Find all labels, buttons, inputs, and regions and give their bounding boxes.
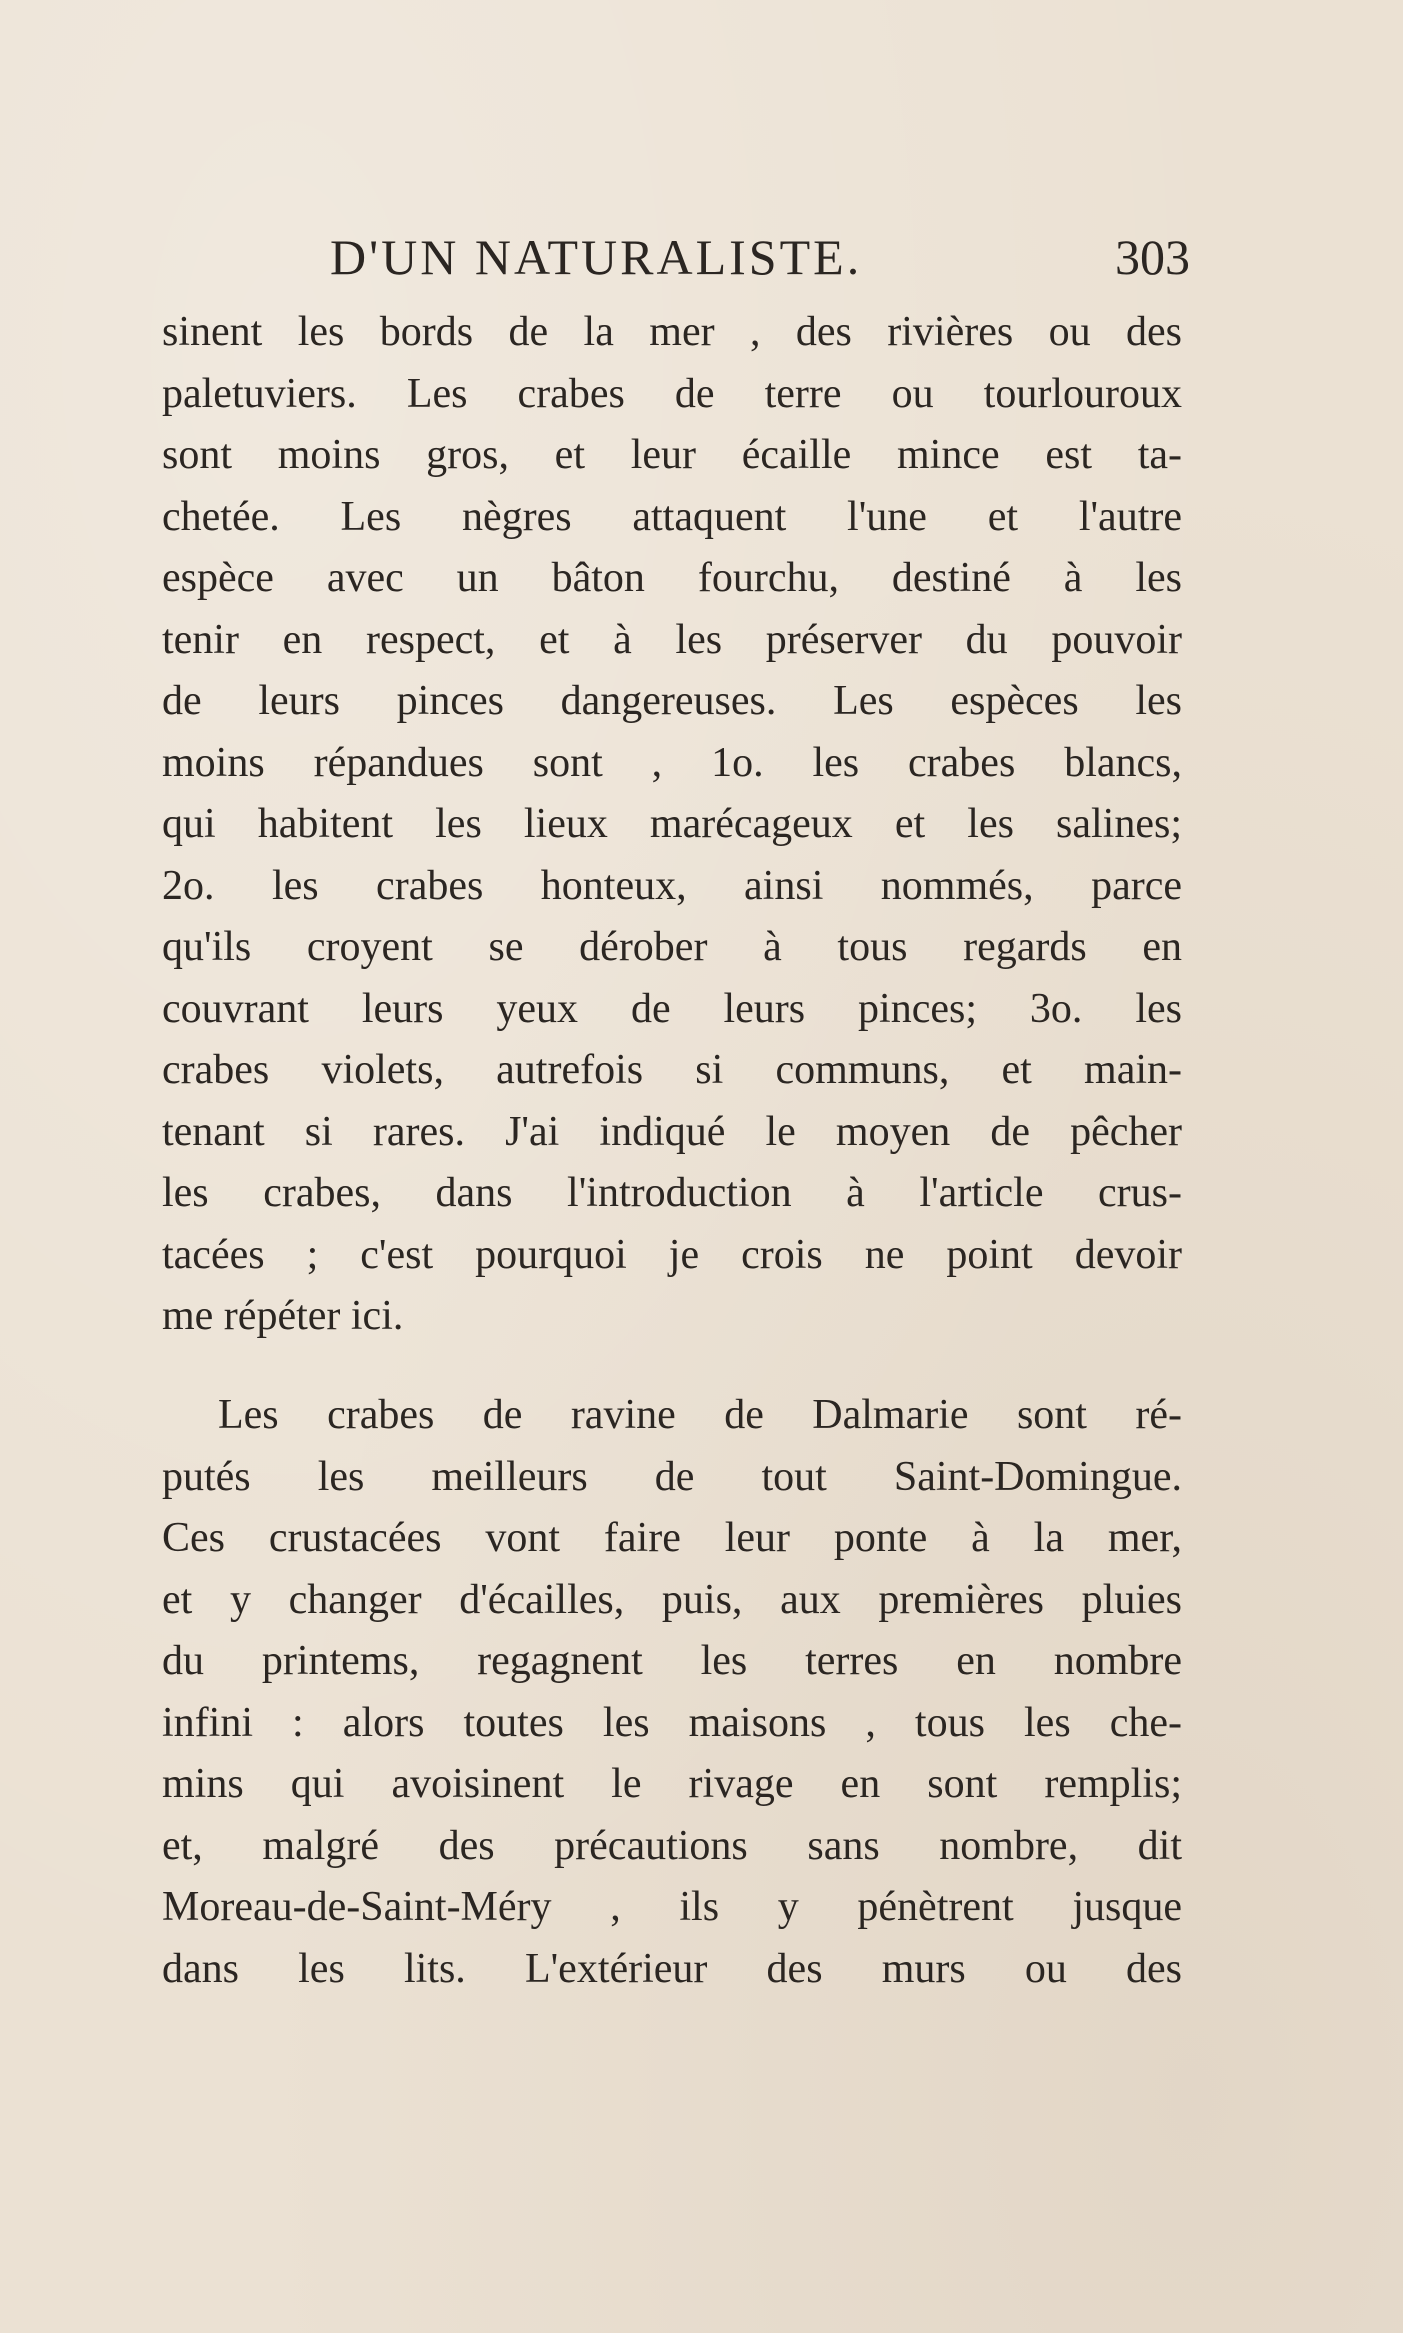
text-line: et, malgré des précautions sans nombre, dit xyxy=(162,1822,1182,1869)
text-line: crabes violets, autrefois si communs, et main- xyxy=(162,1047,1182,1093)
text-line: Moreau-de-Saint-Méry , ils y pénètrent jusque xyxy=(162,1884,1182,1930)
text-line: paletuviers. Les crabes de terre ou tourlouroux xyxy=(162,370,1182,417)
text-line: Les crabes de ravine de Dalmarie sont ré- xyxy=(218,1392,1182,1438)
page-number: 303 xyxy=(1115,229,1190,285)
text-line: couvrant leurs yeux de leurs pinces; 3o. les xyxy=(162,985,1182,1032)
paragraph-1 xyxy=(162,302,1182,1348)
text-line: espèce avec un bâton fourchu, destiné à les xyxy=(162,555,1182,601)
running-title: D'UN NATURALISTE. xyxy=(330,229,863,285)
paragraph-2 xyxy=(162,1385,1182,2000)
text-line: putés les meilleurs de tout Saint-Domingue. xyxy=(162,1453,1182,1500)
text-line: Ces crustacées vont faire leur ponte à la mer, xyxy=(162,1515,1182,1561)
text-line: moins répandues sont , 1o. les crabes blancs, xyxy=(162,739,1182,786)
text-line: infini : alors toutes les maisons , tous les che- xyxy=(162,1699,1182,1746)
text-line: me répéter ici. xyxy=(162,1293,404,1339)
text-line: tenir en respect, et à les préserver du pouvoir xyxy=(162,616,1182,663)
text-line: du printems, regagnent les terres en nombre xyxy=(162,1638,1182,1684)
text-line: dans les lits. L'extérieur des murs ou des xyxy=(162,1945,1182,1992)
text-line: qu'ils croyent se dérober à tous regards en xyxy=(162,924,1182,970)
text-line: tenant si rares. J'ai indiqué le moyen de pêcher xyxy=(162,1108,1182,1155)
text-line: sinent les bords de la mer , des rivières ou des xyxy=(162,309,1182,355)
text-line: et y changer d'écailles, puis, aux premières pluies xyxy=(162,1576,1182,1623)
text-line: chetée. Les nègres attaquent l'une et l'autre xyxy=(162,493,1182,540)
text-line: mins qui avoisinent le rivage en sont remplis; xyxy=(162,1761,1182,1807)
page-header xyxy=(330,222,1190,292)
text-line: qui habitent les lieux marécageux et les salines; xyxy=(162,801,1182,847)
text-line: sont moins gros, et leur écaille mince est ta- xyxy=(162,432,1182,478)
text-line: les crabes, dans l'introduction à l'article crus- xyxy=(162,1170,1182,1216)
text-line: 2o. les crabes honteux, ainsi nommés, parce xyxy=(162,862,1182,909)
text-line: de leurs pinces dangereuses. Les espèces les xyxy=(162,678,1182,724)
text-line: tacées ; c'est pourquoi je crois ne point devoir xyxy=(162,1231,1182,1278)
